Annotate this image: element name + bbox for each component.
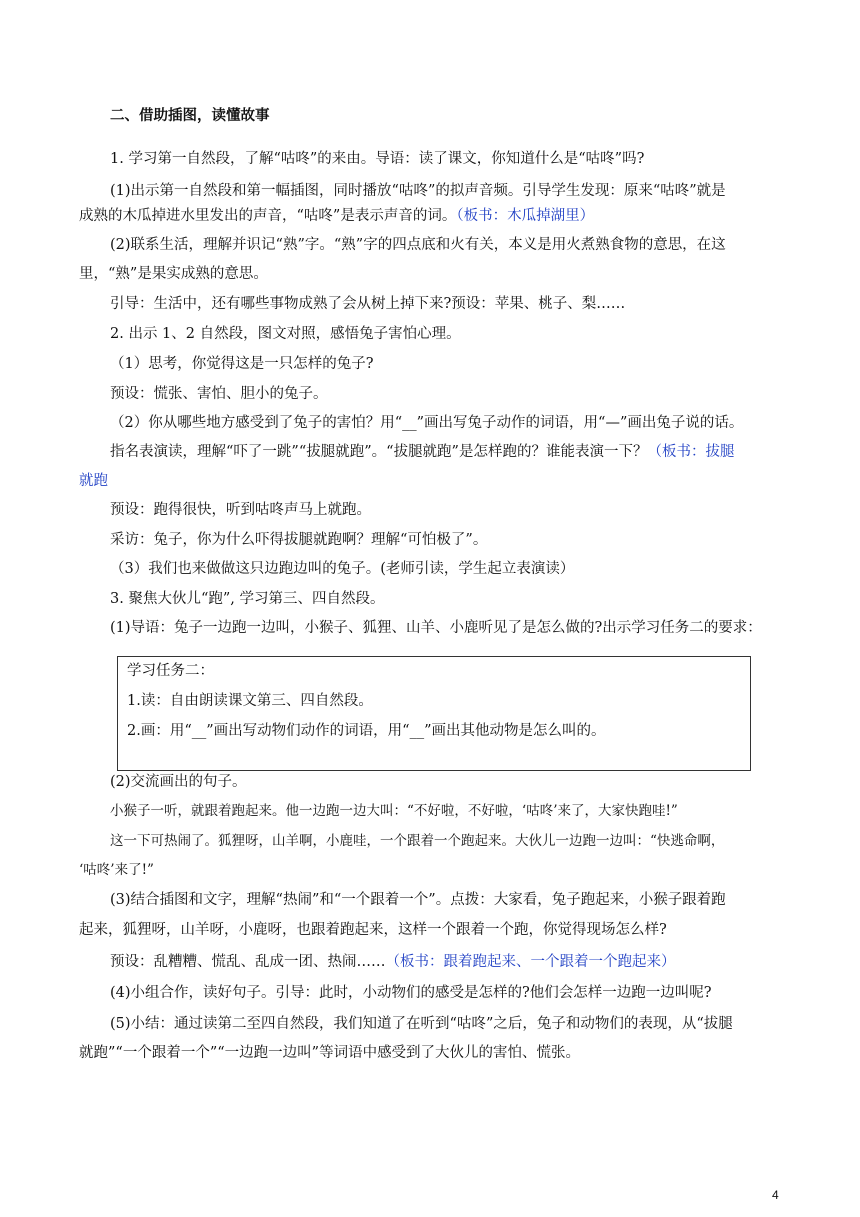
learning-task-box <box>117 656 751 771</box>
paragraph: (1)导语：兔子一边跑一边叫，小猴子、狐狸、山羊、小鹿听见了是怎么做的?出示学习任务二的要求： <box>110 620 762 636</box>
quoted-text: 小猴子一听，就跟着跑起来。他一边跑一边大叫：“不好啦，不好啦，‘咕咚’来了，大家快跑哇!” <box>110 803 678 819</box>
blackboard-note: （板书：木瓜掉湖里） <box>456 208 595 224</box>
paragraph: 采访：兔子，你为什么吓得拔腿就跑啊？理解“可怕极了”。 <box>110 532 488 548</box>
blackboard-note: （板书：拔腿 <box>647 444 735 460</box>
page-number: 4 <box>772 1188 779 1202</box>
paragraph: (3)结合插图和文字，理解“热闹”和“一个跟着一个”。点拨：大家看，兔子跑起来，小猴子跟着跑 <box>110 892 726 908</box>
paragraph: (5)小结：通过读第二至四自然段，我们知道了在听到“咕咚”之后，兔子和动物们的表现，从“拔腿 <box>110 1016 733 1032</box>
paragraph: （1）思考，你觉得这是一只怎样的兔子? <box>110 356 374 372</box>
paragraph: (2)联系生活，理解并识记“熟”字。“熟”字的四点底和火有关，本义是用火煮熟食物的意思，在这 <box>110 237 726 253</box>
paragraph <box>110 436 782 468</box>
text-segment: 指名表演读，理解“吓了一跳”“拔腿就跑”。“拔腿就跑”是怎样跑的？谁能表演一下？ <box>110 444 648 460</box>
text-segment: 成熟的木瓜掉进水里发出的声音，“咕咚”是表示声音的词。 <box>79 208 457 224</box>
paragraph: 2. 出示 1、2 自然段，图文对照，感悟兔子害怕心理。 <box>110 326 461 342</box>
text-segment: 预设：乱糟糟、慌乱、乱成一团、热闹…… <box>110 954 386 970</box>
paragraph: 引导：生活中，还有哪些事物成熟了会从树上掉下来?预设：苹果、桃子、梨…… <box>110 296 626 312</box>
paragraph: （2）你从哪些地方感受到了兔子的害怕？用“__”画出写兔子动作的词语，用“—”画出兔子说的话。 <box>110 415 744 431</box>
paragraph: (2)交流画出的句子。 <box>110 774 247 790</box>
task-item: 2.画：用“__”画出写动物们动作的词语，用“__”画出其他动物是怎么叫的。 <box>127 723 606 739</box>
paragraph: 起来，狐狸呀，山羊呀，小鹿呀，也跟着跑起来，这样一个跟着一个跑，你觉得现场怎么样? <box>79 922 667 938</box>
blackboard-note: （板书：跟着跑起来、一个跟着一个跑起来） <box>385 954 676 970</box>
quoted-text: 这一下可热闹了。狐狸呀，山羊啊，小鹿哇，一个跟着一个跑起来。大伙儿一边跑一边叫：“快逃命啊， <box>110 833 725 849</box>
paragraph: 预设：跑得很快，听到咕咚声马上就跑。 <box>110 502 371 518</box>
paragraph: 1. 学习第一自然段，了解“咕咚”的来由。导语：读了课文，你知道什么是“咕咚”吗? <box>110 151 645 167</box>
section-title: 二、借助插图，读懂故事 <box>110 107 270 124</box>
blackboard-note: 就跑 <box>79 473 108 489</box>
quoted-text: ‘咕咚’来了!” <box>79 862 154 878</box>
paragraph <box>110 946 782 978</box>
paragraph: (4)小组合作，读好句子。引导：此时，小动物们的感受是怎样的?他们会怎样一边跑一边叫呢? <box>110 985 712 1001</box>
paragraph: 3. 聚焦大伙儿“跑”, 学习第三、四自然段。 <box>110 591 385 607</box>
task-item: 1.读：自由朗读课文第三、四自然段。 <box>127 693 373 709</box>
paragraph: 预设：慌张、害怕、胆小的兔子。 <box>110 386 328 402</box>
paragraph: (1)出示第一自然段和第一幅插图，同时播放“咕咚”的拟声音频。引导学生发现：原来“咕咚”就是 <box>110 183 726 199</box>
paragraph: （3）我们也来做做这只边跑边叫的兔子。(老师引读，学生起立表演读） <box>110 561 575 577</box>
paragraph <box>79 200 751 232</box>
paragraph: 里，“熟”是果实成熟的意思。 <box>79 266 268 282</box>
paragraph: 就跑”“一个跟着一个”“一边跑一边叫”等词语中感受到了大伙儿的害怕、慌张。 <box>79 1045 581 1061</box>
task-title: 学习任务二： <box>127 663 214 679</box>
